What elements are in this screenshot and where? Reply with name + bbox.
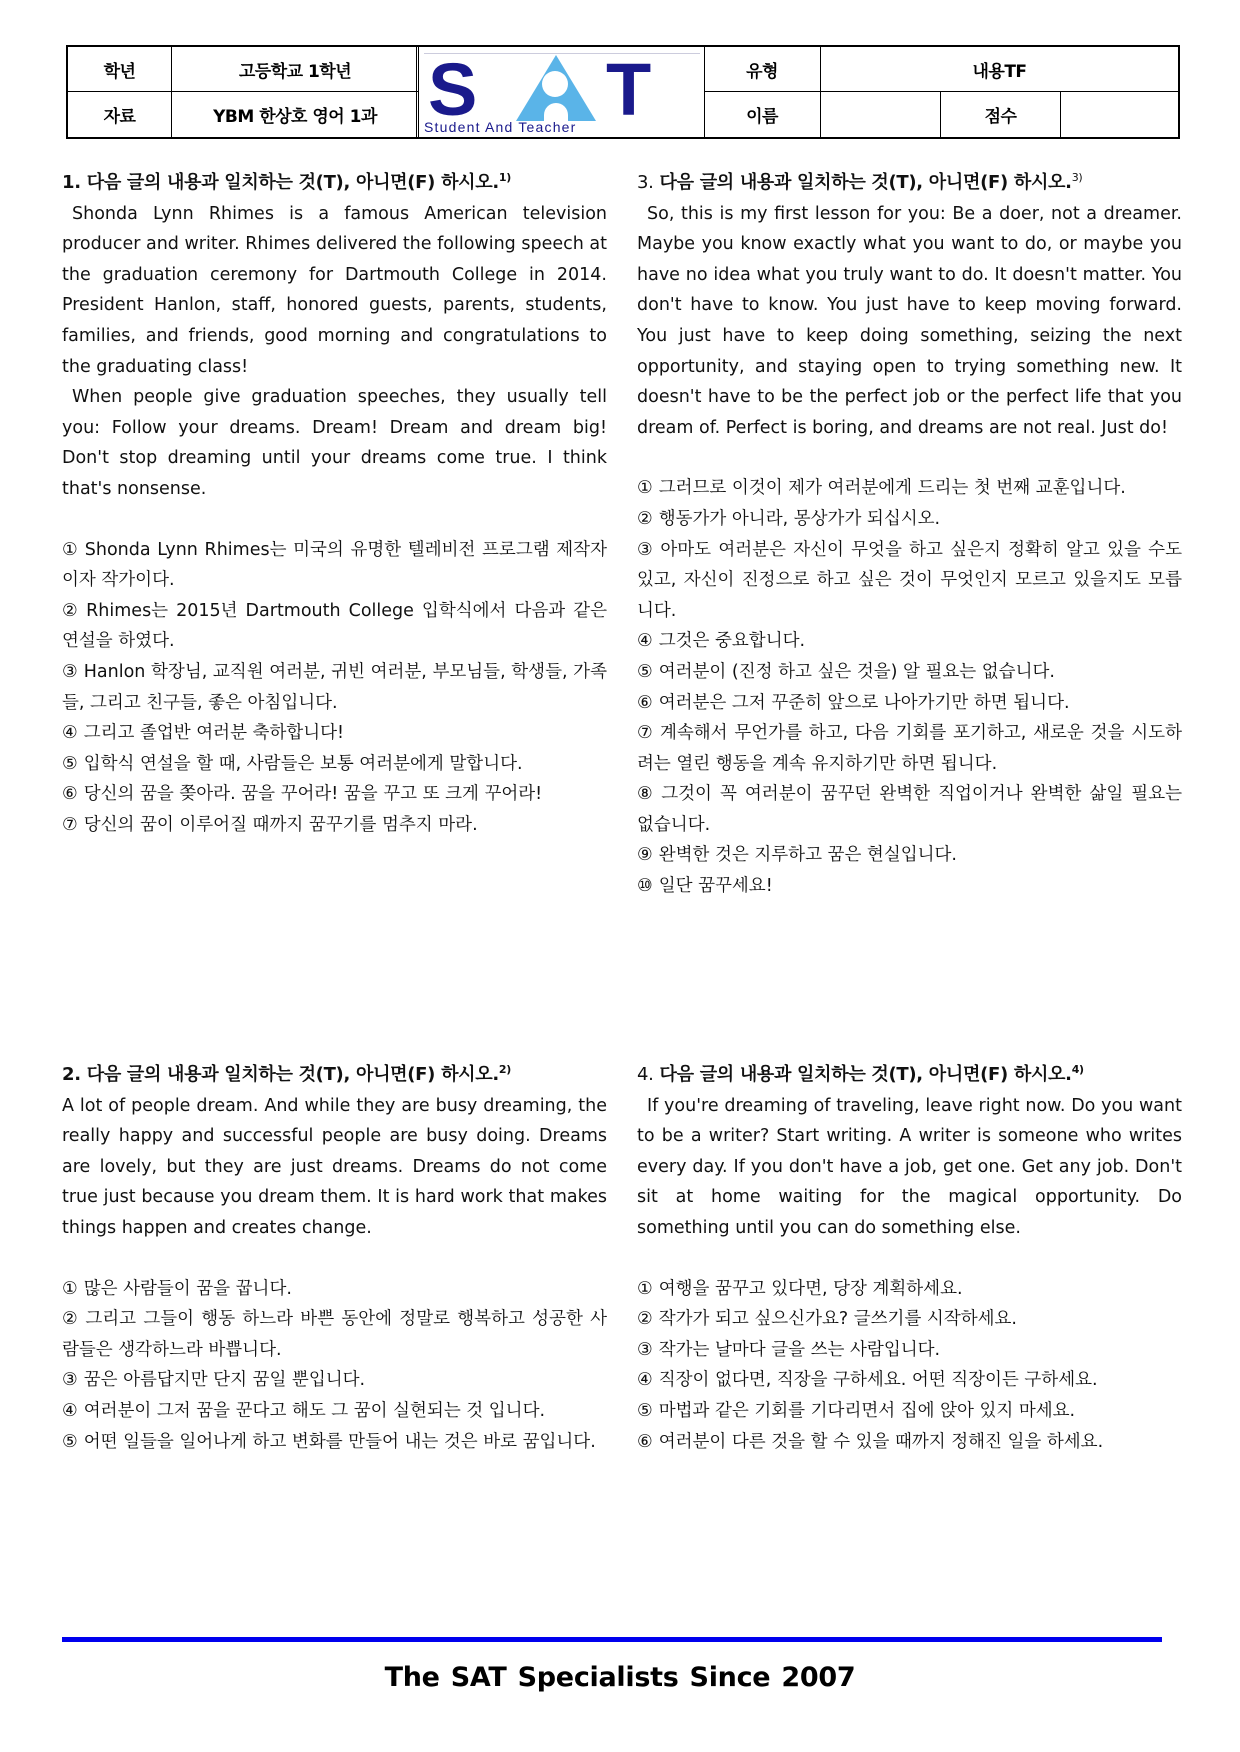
sat-logo [420, 47, 704, 137]
statement-text: Rhimes는 2015년 Dartmouth College 입학식에서 다음과 같은 연설을 하였다. [62, 600, 607, 652]
question-title [637, 1060, 1182, 1091]
statement-item[interactable] [637, 688, 1182, 719]
statement-item[interactable] [637, 535, 1182, 627]
footnote-ref: 4) [1071, 1063, 1084, 1076]
statement-list [62, 1274, 607, 1458]
choice-marker: ⑤ [637, 661, 653, 682]
question-1 [62, 168, 607, 840]
choice-marker: ⑥ [637, 692, 653, 713]
statement-text: 그리고 졸업반 여러분 축하합니다! [83, 723, 345, 744]
statement-text: 행동가가 아니라, 몽상가가 되십시오. [658, 508, 941, 529]
question-title [637, 168, 1182, 199]
statement-text: 작가는 날마다 글을 쓰는 사람입니다. [658, 1339, 941, 1360]
choice-marker: ① [62, 1278, 78, 1299]
header-table [66, 45, 1180, 139]
choice-marker: ① [637, 1278, 653, 1299]
statement-text: 그것이 꼭 여러분이 꿈꾸던 완벽한 직업이거나 완벽한 삶일 필요는 없습니다. [637, 784, 1182, 835]
choice-marker: ② [637, 1309, 653, 1330]
statement-item[interactable] [637, 1304, 1182, 1335]
question-title [62, 1060, 607, 1091]
statement-text: 여러분이 다른 것을 할 수 있을 때까지 정해진 일을 하세요. [658, 1431, 1104, 1452]
statement-text: Shonda Lynn Rhimes는 미국의 유명한 텔레비전 프로그램 제작자이자 작가이다. [62, 539, 607, 591]
passage-paragraph: So, this is my first lesson for you: Be a doer, not a dreamer. Maybe you know exactly what you want to do, or maybe you have no idea what you truly want to do. It doesn't matter. You don't have to know. You just have to keep moving forward. You just have to keep doing something, seizing the next opportunity, and staying open to trying something new. It doesn't have to be the perfect job or the perfect life that you dream of. Perfect is boring, and dreams are not real. Just do! [637, 203, 1182, 438]
passage [637, 199, 1182, 444]
footnote-ref: 3) [1071, 171, 1083, 184]
statement-item[interactable] [62, 718, 607, 749]
statement-item[interactable] [62, 1427, 607, 1458]
passage-paragraph: Shonda Lynn Rhimes is a famous American television producer and writer. Rhimes delivered the following speech at the graduation ceremony for Dartmouth College in 2014. President Hanlon, staff, honored guests, parents, students, families, and friends, good morning and congratulations to the graduating class! [62, 203, 607, 377]
statement-text: 많은 사람들이 꿈을 꿉니다. [83, 1278, 292, 1299]
statement-text: 여행을 꿈꾸고 있다면, 당장 계획하세요. [658, 1278, 963, 1299]
grade-value: 고등학교 1학년 [238, 62, 352, 82]
statement-list [637, 1274, 1182, 1458]
logo-letter-s: S [428, 48, 478, 131]
choice-marker: ④ [62, 723, 78, 744]
question-instruction: 다음 글의 내용과 일치하는 것(T), 아니면(F) 하시오. [86, 1064, 499, 1085]
choice-marker: ⑥ [62, 784, 78, 805]
statement-text: 완벽한 것은 지루하고 꿈은 현실입니다. [658, 845, 957, 866]
statement-item[interactable] [62, 1304, 607, 1365]
choice-marker: ⑥ [637, 1431, 653, 1452]
statement-text: 일단 꿈꾸세요! [658, 876, 773, 897]
statement-item[interactable] [62, 1396, 607, 1427]
statement-text: 여러분이 그저 꿈을 꾼다고 해도 그 꿈이 실현되는 것 입니다. [83, 1400, 546, 1421]
statement-item[interactable] [62, 1274, 607, 1305]
question-number: 2. [62, 1064, 81, 1085]
choice-marker: ② [62, 1309, 80, 1330]
statement-item[interactable] [62, 749, 607, 780]
question-number: 1. [62, 172, 81, 193]
choice-marker: ③ [62, 1370, 78, 1391]
logo-letter-t: T [606, 48, 652, 131]
question-instruction: 다음 글의 내용과 일치하는 것(T), 아니면(F) 하시오. [659, 1064, 1072, 1085]
statement-item[interactable] [637, 1396, 1182, 1427]
statement-text: 아마도 여러분은 자신이 무엇을 하고 싶은지 정확히 알고 있을 수도 있고, 자신이 진정으로 하고 싶은 것이 무엇인지 모르고 있을지도 모릅니다. [637, 539, 1182, 621]
footer-tagline: The SAT Specialists Since 2007 [384, 1662, 856, 1693]
question-instruction: 다음 글의 내용과 일치하는 것(T), 아니면(F) 하시오. [659, 172, 1072, 193]
question-number: 4. [637, 1064, 654, 1085]
name-field[interactable] [821, 92, 940, 137]
choice-marker: ② [637, 508, 653, 529]
statement-item[interactable] [637, 718, 1182, 779]
question-instruction: 다음 글의 내용과 일치하는 것(T), 아니면(F) 하시오. [86, 172, 499, 193]
statement-text: 직장이 없다면, 직장을 구하세요. 어떤 직장이든 구하세요. [658, 1370, 1098, 1391]
statement-item[interactable] [62, 535, 607, 596]
statement-list [62, 535, 607, 841]
statement-item[interactable] [637, 1335, 1182, 1366]
statement-text: 꿈은 아름답지만 단지 꿈일 뿐입니다. [83, 1370, 366, 1391]
choice-marker: ⑩ [637, 876, 653, 897]
choice-marker: ⑨ [637, 845, 653, 866]
score-label: 점수 [984, 107, 1017, 127]
passage [637, 1091, 1182, 1244]
statement-item[interactable] [637, 840, 1182, 871]
statement-text: 당신의 꿈을 쫒아라. 꿈을 꾸어라! 꿈을 꾸고 또 크게 꾸어라! [83, 784, 543, 805]
choice-marker: ③ [637, 539, 655, 560]
material-value: YBM 한상호 영어 1과 [213, 107, 377, 127]
choice-marker: ④ [637, 631, 653, 652]
choice-marker: ③ [637, 1339, 653, 1360]
statement-text: 마법과 같은 기회를 기다리면서 집에 앉아 있지 마세요. [658, 1400, 1076, 1421]
statement-text: 그러므로 이것이 제가 여러분에게 드리는 첫 번째 교훈입니다. [658, 478, 1126, 499]
question-number: 3. [637, 172, 654, 193]
passage [62, 199, 607, 505]
statement-item[interactable] [637, 473, 1182, 504]
logo-a-counter [542, 71, 568, 97]
passage-paragraph: If you're dreaming of traveling, leave right now. Do you want to be a writer? Start writing. A writer is someone who writes every day. If you don't have a job, get one. Get any job. Don't sit at home waiting for the magical opportunity. Do something until you can do something else. [637, 1095, 1182, 1238]
statement-item[interactable] [637, 657, 1182, 688]
choice-marker: ① [637, 478, 653, 499]
statement-item[interactable] [62, 1365, 607, 1396]
statement-item[interactable] [62, 596, 607, 657]
statement-item[interactable] [637, 626, 1182, 657]
passage [62, 1091, 607, 1244]
statement-text: 어떤 일들을 일어나게 하고 변화를 만들어 내는 것은 바로 꿈입니다. [83, 1431, 596, 1452]
statement-item[interactable] [62, 657, 607, 718]
choice-marker: ① [62, 539, 79, 560]
statement-text: 작가가 되고 싶으신가요? 글쓰기를 시작하세요. [658, 1309, 1017, 1330]
question-4 [637, 1060, 1182, 1457]
statement-item[interactable] [637, 1274, 1182, 1305]
question-2 [62, 1060, 607, 1457]
logo-tagline: Student And Teacher [424, 119, 577, 135]
choice-marker: ③ [62, 661, 78, 682]
material-label: 자료 [103, 107, 136, 127]
type-label: 유형 [746, 62, 778, 82]
choice-marker: ⑧ [637, 784, 656, 805]
choice-marker: ④ [62, 1400, 78, 1421]
question-title [62, 168, 607, 199]
choice-marker: ⑤ [62, 1431, 78, 1452]
choice-marker: ⑤ [62, 753, 78, 774]
footnote-ref: 1) [498, 171, 511, 184]
statement-list [637, 473, 1182, 901]
type-value: 내용TF [972, 62, 1027, 82]
statement-text: 여러분은 그저 꾸준히 앞으로 나아가기만 하면 됩니다. [658, 692, 1070, 713]
passage-paragraph: A lot of people dream. And while they are busy dreaming, the really happy and successful people are busy doing. Dreams are lovely, but they are just dreams. Dreams do not come true just because you dream them. It is hard work that makes things happen and creates change. [62, 1095, 607, 1238]
choice-marker: ⑤ [637, 1400, 653, 1421]
statement-text: 그것은 중요합니다. [658, 631, 806, 652]
score-field[interactable] [1061, 92, 1178, 137]
choice-marker: ⑦ [62, 814, 78, 835]
statement-text: 여러분이 (진정 하고 싶은 것을) 알 필요는 없습니다. [658, 661, 1055, 682]
footer-divider [62, 1637, 1162, 1642]
statement-item[interactable] [62, 779, 607, 810]
statement-item[interactable] [637, 871, 1182, 902]
statement-item[interactable] [637, 1427, 1182, 1458]
statement-item[interactable] [637, 779, 1182, 840]
statement-item[interactable] [62, 810, 607, 841]
statement-item[interactable] [637, 504, 1182, 535]
name-label: 이름 [746, 107, 778, 127]
choice-marker: ② [62, 600, 81, 621]
choice-marker: ⑦ [637, 723, 654, 744]
statement-text: 당신의 꿈이 이루어질 때까지 꿈꾸기를 멈추지 마라. [83, 814, 478, 835]
statement-text: Hanlon 학장님, 교직원 여러분, 귀빈 여러분, 부모님들, 학생들, 가족들, 그리고 친구들, 좋은 아침입니다. [62, 661, 607, 713]
statement-item[interactable] [637, 1365, 1182, 1396]
footnote-ref: 2) [498, 1063, 511, 1076]
question-3 [637, 168, 1182, 902]
statement-text: 그리고 그들이 행동 하느라 바쁜 동안에 정말로 행복하고 성공한 사람들은 생각하느라 바쁩니다. [62, 1309, 607, 1360]
grade-label: 학년 [103, 62, 136, 82]
statement-text: 계속해서 무언가를 하고, 다음 기회를 포기하고, 새로운 것을 시도하려는 열린 행동을 계속 유지하기만 하면 됩니다. [637, 723, 1182, 774]
statement-text: 입학식 연설을 할 때, 사람들은 보통 여러분에게 말합니다. [83, 753, 523, 774]
passage-paragraph: When people give graduation speeches, they usually tell you: Follow your dreams. Dream! Dream and dream big! Don't stop dreaming until your dreams come true. I think that's nonsense. [62, 387, 607, 499]
choice-marker: ④ [637, 1370, 653, 1391]
